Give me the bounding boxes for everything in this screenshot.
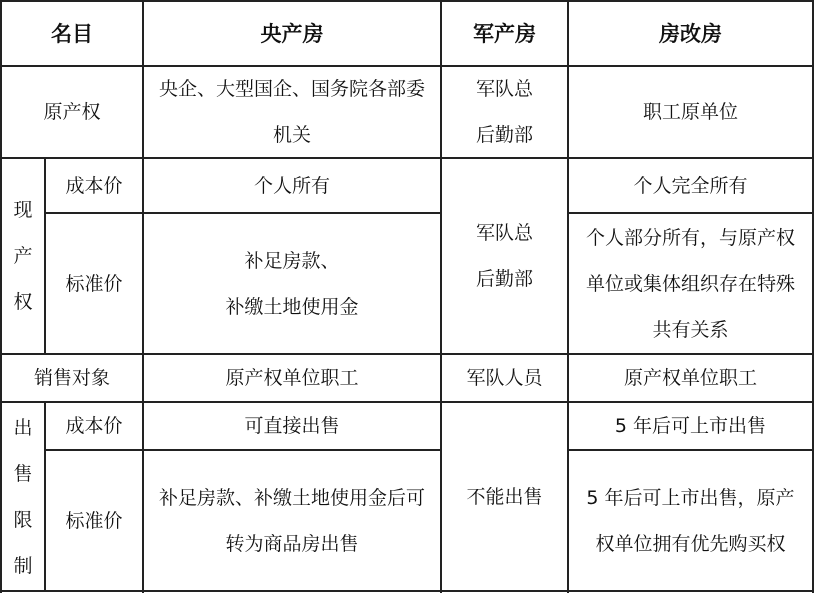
text-line: 军队总 xyxy=(475,78,533,100)
text-line: 机关 xyxy=(272,124,311,146)
label-char: 制 xyxy=(13,554,33,577)
text-line: 补足房款、补缴土地使用金后可 xyxy=(158,486,425,509)
current-owner-cost-reform: 个人完全所有 xyxy=(633,174,748,197)
sale-restriction-standard-reform xyxy=(569,451,812,590)
sub-label-standard-price: 标准价 xyxy=(65,509,123,532)
sub-label-cost-price: 成本价 xyxy=(65,174,123,197)
text-line: 补足房款、 xyxy=(244,249,340,272)
sub-label-standard-price: 标准价 xyxy=(65,272,123,295)
header-item: 名目 xyxy=(51,21,93,46)
group-label-current-owner xyxy=(2,159,44,353)
row-label-original-owner: 原产权 xyxy=(43,101,101,123)
sales-target-central: 原产权单位职工 xyxy=(225,367,359,389)
text-line: 后勤部 xyxy=(475,268,533,290)
group-label-sale-restriction xyxy=(2,403,44,590)
current-owner-cost-central: 个人所有 xyxy=(253,174,330,197)
table-border-bottom xyxy=(0,590,814,592)
label-char: 限 xyxy=(13,508,33,531)
sale-restriction-cost-reform: 5 年后可上市出售 xyxy=(614,415,767,437)
text-line: 单位或集体组织存在特殊 xyxy=(585,272,795,295)
current-owner-military xyxy=(442,159,567,353)
label-char: 产 xyxy=(13,245,33,267)
label-char: 售 xyxy=(13,462,33,485)
original-owner-reform: 职工原单位 xyxy=(642,101,738,123)
text-line: 个人部分所有，与原产权 xyxy=(585,226,795,249)
label-char: 出 xyxy=(13,416,33,439)
label-char: 现 xyxy=(13,199,33,221)
text-line: 5 年后可上市出售，原产 xyxy=(586,486,795,509)
header-reform: 房改房 xyxy=(659,21,722,46)
sales-target-military: 军队人员 xyxy=(466,367,543,389)
text-line: 权单位拥有优先购买权 xyxy=(595,532,786,555)
current-owner-standard-central xyxy=(144,214,440,353)
current-owner-standard-reform xyxy=(569,214,812,353)
header-central: 央产房 xyxy=(260,21,324,46)
original-owner-military xyxy=(442,67,567,157)
sale-restriction-cost-central: 可直接出售 xyxy=(244,415,340,437)
text-line: 央企、大型国企、国务院各部委 xyxy=(158,78,425,100)
sales-target-reform: 原产权单位职工 xyxy=(623,367,757,389)
text-line: 后勤部 xyxy=(475,124,533,146)
text-line: 军队总 xyxy=(475,222,533,244)
text-line: 补缴土地使用金 xyxy=(225,295,359,318)
sale-restriction-standard-central xyxy=(144,451,440,590)
original-owner-central xyxy=(144,67,440,157)
sub-label-cost-price: 成本价 xyxy=(65,415,123,437)
label-char: 权 xyxy=(13,291,33,313)
row-label-sales-target: 销售对象 xyxy=(33,367,110,389)
text-line: 转为商品房出售 xyxy=(225,532,359,555)
text-line: 共有关系 xyxy=(652,318,729,341)
sale-restriction-military: 不能出售 xyxy=(466,485,543,508)
header-military: 军产房 xyxy=(473,21,536,46)
